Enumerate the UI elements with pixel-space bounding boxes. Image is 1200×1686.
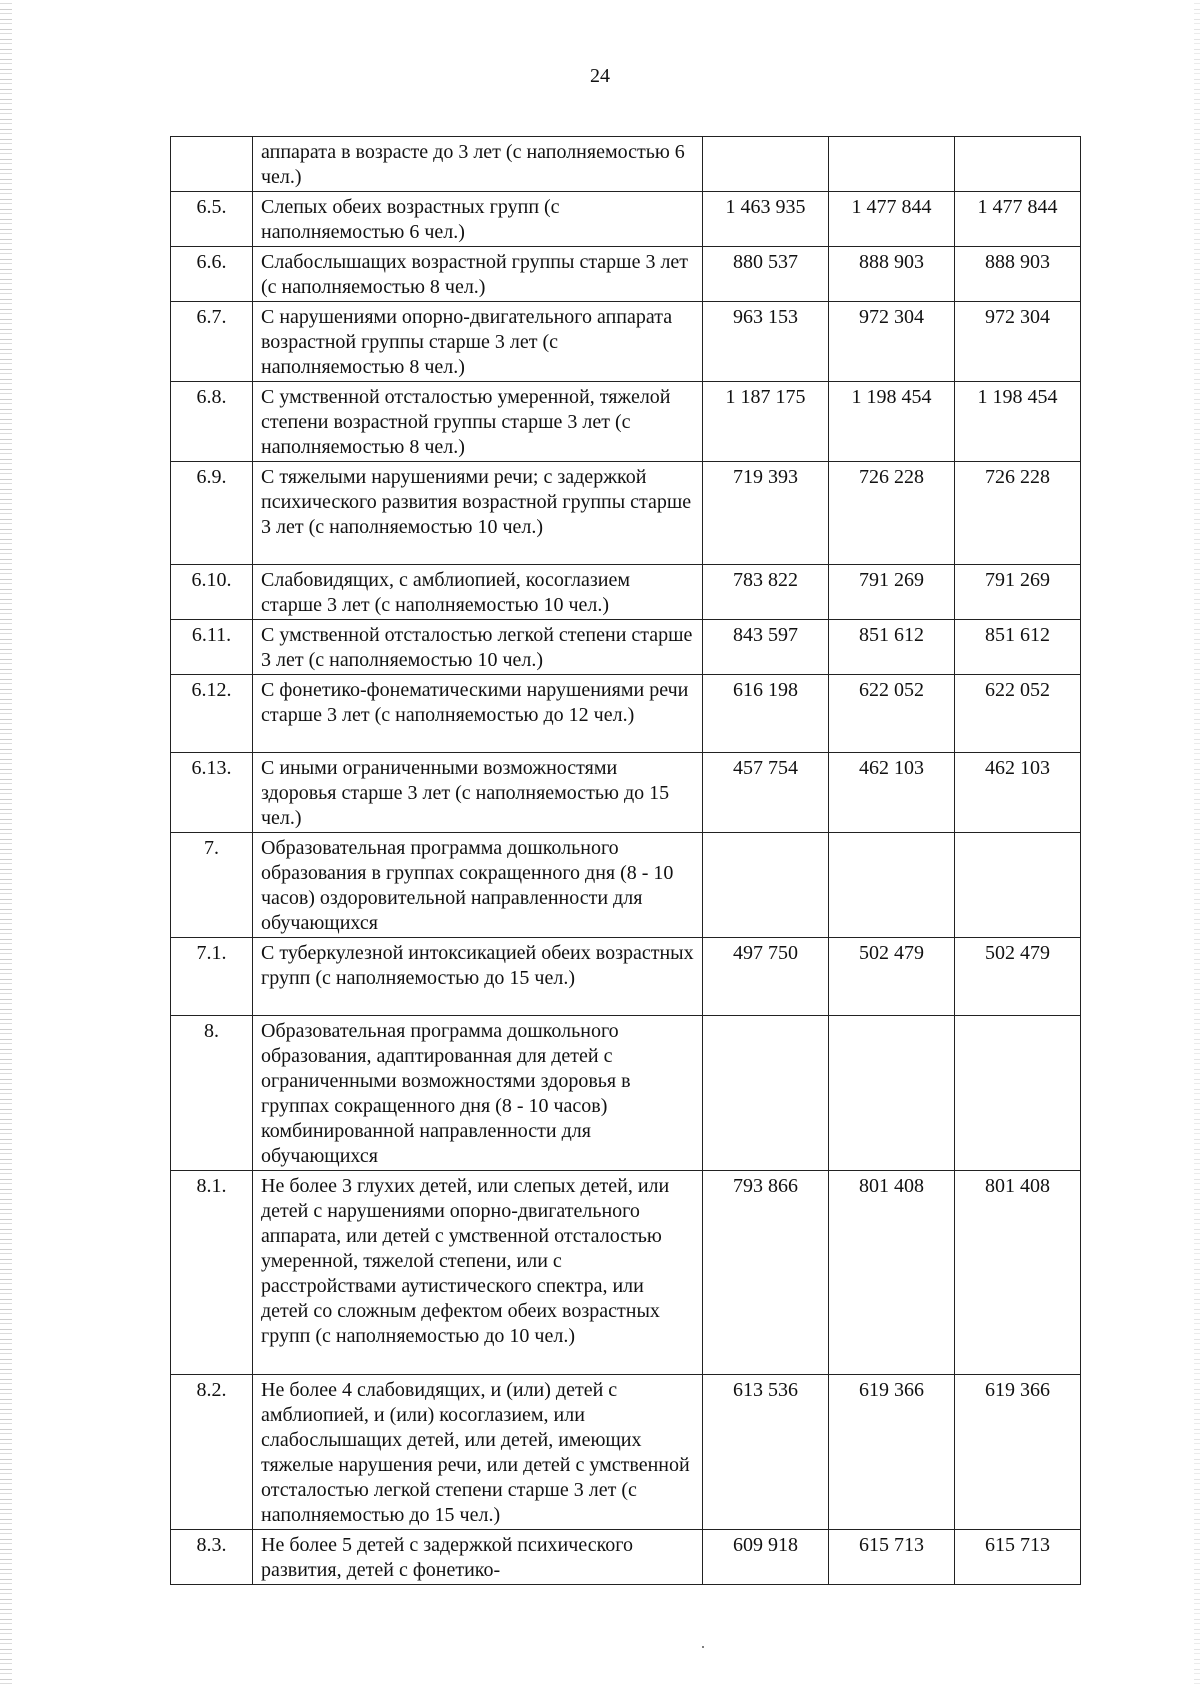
row-value-1	[703, 833, 829, 938]
row-value-3	[955, 1016, 1081, 1171]
row-number: 6.8.	[171, 382, 253, 462]
table-row	[171, 620, 1081, 675]
row-value-3: 1 477 844	[955, 192, 1081, 247]
row-value-3: 888 903	[955, 247, 1081, 302]
row-number: 6.11.	[171, 620, 253, 675]
row-value-2: 972 304	[829, 302, 955, 382]
table-row	[171, 1530, 1081, 1585]
row-description: С умственной отсталостью умеренной, тяжелой степени возрастной группы старше 3 лет (с наполняемостью 8 чел.)	[253, 382, 703, 462]
table-row	[171, 565, 1081, 620]
row-number: 6.13.	[171, 753, 253, 833]
row-value-1	[703, 137, 829, 192]
row-description: Образовательная программа дошкольного образования, адаптированная для детей с ограниченными возможностями здоровья в группах сокращенного дня (8 - 10 часов) комбинированной направленности для обучающихся	[253, 1016, 703, 1171]
row-description: С туберкулезной интоксикацией обеих возрастных групп (с наполняемостью до 15 чел.)	[253, 938, 703, 1016]
row-number: 6.9.	[171, 462, 253, 565]
table-row	[171, 938, 1081, 1016]
norms-table	[170, 136, 1081, 1585]
row-value-3: 462 103	[955, 753, 1081, 833]
row-description: С нарушениями опорно-двигательного аппарата возрастной группы старше 3 лет (с наполняемостью 8 чел.)	[253, 302, 703, 382]
row-value-3: 972 304	[955, 302, 1081, 382]
table-row	[171, 1375, 1081, 1530]
row-description: Образовательная программа дошкольного образования в группах сокращенного дня (8 - 10 часов) оздоровительной направленности для обучающихся	[253, 833, 703, 938]
row-description: Слабовидящих, с амблиопией, косоглазием старше 3 лет (с наполняемостью 10 чел.)	[253, 565, 703, 620]
row-value-2: 502 479	[829, 938, 955, 1016]
row-number: 7.	[171, 833, 253, 938]
row-value-3: 791 269	[955, 565, 1081, 620]
scan-edge-right	[1194, 0, 1200, 1686]
row-value-2: 615 713	[829, 1530, 955, 1585]
row-value-1: 880 537	[703, 247, 829, 302]
row-value-1: 613 536	[703, 1375, 829, 1530]
row-value-1: 497 750	[703, 938, 829, 1016]
row-number: 6.7.	[171, 302, 253, 382]
row-description: Слабослышащих возрастной группы старше 3 лет (с наполняемостью 8 чел.)	[253, 247, 703, 302]
table-row	[171, 192, 1081, 247]
row-value-1	[703, 1016, 829, 1171]
row-description: аппарата в возрасте до 3 лет (с наполняемостью 6 чел.)	[253, 137, 703, 192]
row-value-1: 783 822	[703, 565, 829, 620]
row-value-2: 801 408	[829, 1171, 955, 1375]
row-number: 8.3.	[171, 1530, 253, 1585]
table-row	[171, 833, 1081, 938]
row-number: 6.5.	[171, 192, 253, 247]
row-value-3: 801 408	[955, 1171, 1081, 1375]
row-number: 8.2.	[171, 1375, 253, 1530]
row-value-1: 719 393	[703, 462, 829, 565]
row-description: С умственной отсталостью легкой степени старше 3 лет (с наполняемостью 10 чел.)	[253, 620, 703, 675]
row-value-3: 726 228	[955, 462, 1081, 565]
row-value-2	[829, 833, 955, 938]
scan-edge-left	[0, 0, 12, 1686]
row-number	[171, 137, 253, 192]
row-value-1: 609 918	[703, 1530, 829, 1585]
table-row	[171, 675, 1081, 753]
row-value-2: 1 477 844	[829, 192, 955, 247]
row-value-2: 888 903	[829, 247, 955, 302]
row-value-2: 622 052	[829, 675, 955, 753]
row-number: 8.1.	[171, 1171, 253, 1375]
row-value-1: 1 187 175	[703, 382, 829, 462]
table-row	[171, 1171, 1081, 1375]
row-value-3: 851 612	[955, 620, 1081, 675]
row-value-1: 616 198	[703, 675, 829, 753]
table-row	[171, 753, 1081, 833]
row-description: С фонетико-фонематическими нарушениями речи старше 3 лет (с наполняемостью до 12 чел.)	[253, 675, 703, 753]
table-row	[171, 302, 1081, 382]
row-value-1: 793 866	[703, 1171, 829, 1375]
row-value-1: 843 597	[703, 620, 829, 675]
row-description: Не более 4 слабовидящих, и (или) детей с амблиопией, и (или) косоглазием, или слабослышащих детей, или детей, имеющих тяжелые нарушения речи, или детей с умственной отсталостью легкой степени старше 3 лет (с наполняемостью до 15 чел.)	[253, 1375, 703, 1530]
row-value-3	[955, 137, 1081, 192]
row-description: Не более 5 детей с задержкой психического развития, детей с фонетико-	[253, 1530, 703, 1585]
row-description: С иными ограниченными возможностями здоровья старше 3 лет (с наполняемостью до 15 чел.)	[253, 753, 703, 833]
table-row	[171, 1016, 1081, 1171]
table-row	[171, 137, 1081, 192]
row-value-2: 851 612	[829, 620, 955, 675]
row-description: Слепых обеих возрастных групп (с наполняемостью 6 чел.)	[253, 192, 703, 247]
row-number: 6.10.	[171, 565, 253, 620]
row-value-3: 619 366	[955, 1375, 1081, 1530]
row-value-3: 1 198 454	[955, 382, 1081, 462]
row-value-1: 963 153	[703, 302, 829, 382]
row-value-1: 457 754	[703, 753, 829, 833]
row-value-2	[829, 137, 955, 192]
table-row	[171, 382, 1081, 462]
row-value-2: 619 366	[829, 1375, 955, 1530]
row-value-3: 615 713	[955, 1530, 1081, 1585]
row-description: С тяжелыми нарушениями речи; с задержкой психического развития возрастной группы старше 3 лет (с наполняемостью 10 чел.)	[253, 462, 703, 565]
row-number: 8.	[171, 1016, 253, 1171]
row-value-2: 791 269	[829, 565, 955, 620]
row-value-2: 726 228	[829, 462, 955, 565]
table-row	[171, 462, 1081, 565]
row-number: 6.6.	[171, 247, 253, 302]
row-number: 7.1.	[171, 938, 253, 1016]
row-value-3: 502 479	[955, 938, 1081, 1016]
scan-speck	[702, 1646, 704, 1648]
row-number: 6.12.	[171, 675, 253, 753]
row-value-3: 622 052	[955, 675, 1081, 753]
row-description: Не более 3 глухих детей, или слепых детей, или детей с нарушениями опорно-двигательного аппарата, или детей с умственной отсталостью умеренной, тяжелой степени, или с расстройствами аутистического спектра, или детей со сложным дефектом обеих возрастных групп (с наполняемостью до 10 чел.)	[253, 1171, 703, 1375]
table-row	[171, 247, 1081, 302]
row-value-2	[829, 1016, 955, 1171]
row-value-1: 1 463 935	[703, 192, 829, 247]
row-value-2: 1 198 454	[829, 382, 955, 462]
page-number: 24	[590, 65, 610, 87]
row-value-3	[955, 833, 1081, 938]
row-value-2: 462 103	[829, 753, 955, 833]
